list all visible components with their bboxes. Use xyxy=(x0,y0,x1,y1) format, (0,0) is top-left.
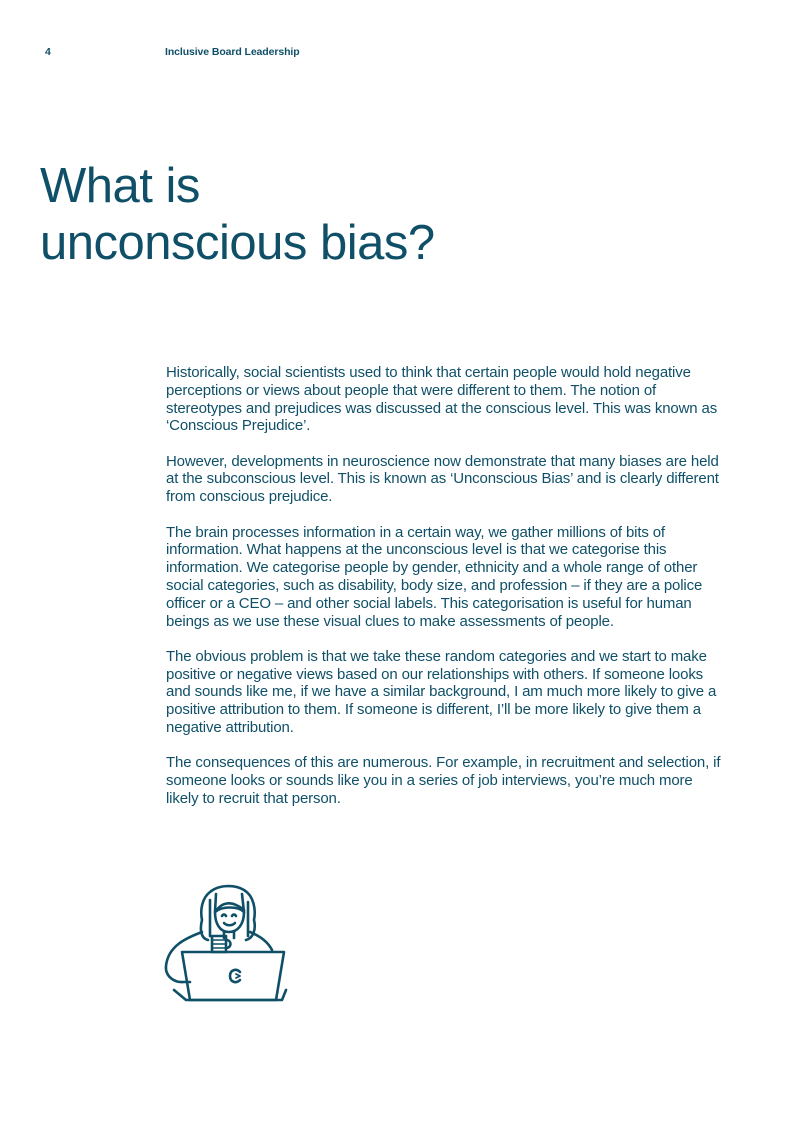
body-text xyxy=(166,364,726,825)
paragraph: The obvious problem is that we take these random categories and we start to make positive or negative views based on our relationships with others. If someone looks and sounds like me, if we have a similar background, I am much more likely to give a positive attribution to them. If someone is different, I’ll be more likely to give them a negative attribution. xyxy=(166,647,717,737)
paragraph: The consequences of this are numerous. For example, in recruitment and selection, if someone looks or sounds like you in a series of job interviews, you’re much more likely to recruit that person. xyxy=(166,754,721,807)
document-title: Inclusive Board Leadership xyxy=(165,46,300,58)
paragraph: The brain processes information in a certain way, we gather millions of bits of information. What happens at the unconscious level is that we categorise this information. We categorise people by gender, ethnicity and a whole range of other social categories, such as disability, body size, and profession – if they are a police officer or a CEO – and other social labels. This categorisation is useful for human beings as we use these visual clues to make assessments of people. xyxy=(166,523,703,630)
page-title xyxy=(40,158,435,272)
person-with-laptop-illustration xyxy=(160,880,292,1006)
page-title-line-2: unconscious bias? xyxy=(40,216,435,270)
paragraph: Historically, social scientists used to think that certain people would hold negative perceptions or views about people that were different to them. The notion of stereotypes and prejudices was discussed at the conscious level. This was known as ‘Conscious Prejudice’. xyxy=(166,364,718,435)
paragraph: However, developments in neuroscience now demonstrate that many biases are held at the subconscious level. This is known as ‘Unconscious Bias’ and is clearly different from conscious prejudice. xyxy=(166,452,719,506)
page-number: 4 xyxy=(45,46,51,58)
page-title-line-1: What is xyxy=(40,159,200,213)
